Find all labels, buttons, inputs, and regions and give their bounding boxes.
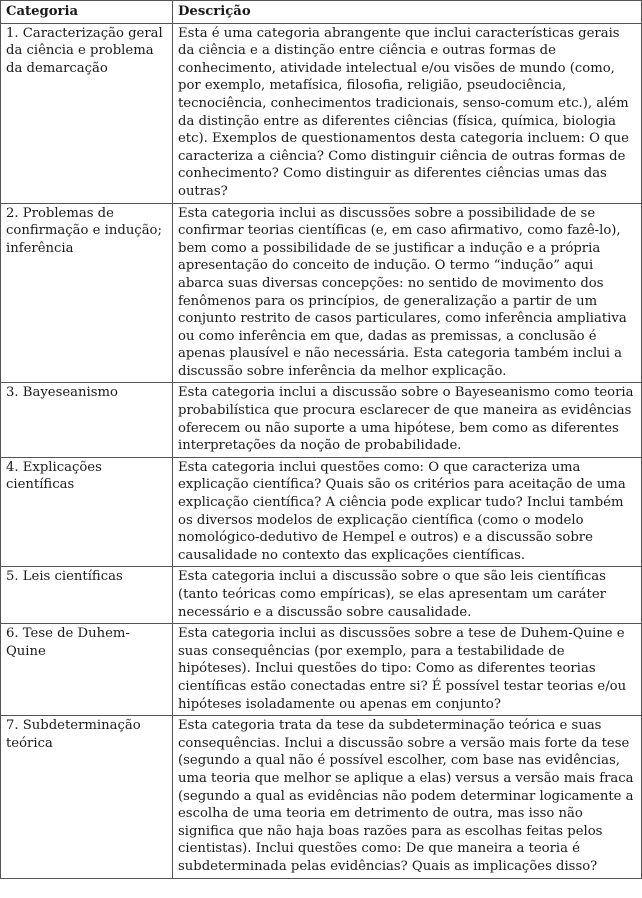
table-row: [1, 383, 642, 457]
table-row: [1, 716, 642, 878]
description-cell: Esta categoria trata da tese da subdeterminação teórica e suas consequências. Inclui a discussão sobre a versão mais forte da tese (segundo a qual não é possível escolher, com base nas evidências, uma teoria que melhor se aplique a elas) versus a versão mais fraca (segundo a qual as evidências não podem determinar logicamente a escolha de uma teoria em detrimento de outra, mas isso não significa que não haja boas razões para as escolhas feitas pelos cientistas). Inclui questões como: De que maneira a teoria é subdeterminada pelas evidências? Quais as implicações disso?: [173, 716, 642, 878]
category-cell: 3. Bayeseanismo: [1, 383, 173, 457]
table-header-row: [1, 1, 642, 24]
description-cell: Esta categoria inclui questões como: O que caracteriza uma explicação científica? Quais são os critérios para aceitação de uma explicação científica? A ciência pode explicar tudo? Inclui também os diversos modelos de explicação científica (como o modelo nomológico-dedutivo de Hempel e outros) e a discussão sobre causalidade no contexto das explicações científicas.: [173, 457, 642, 567]
table-row: [1, 23, 642, 203]
category-cell: 1. Caracterização geral da ciência e problema da demarcação: [1, 23, 173, 203]
description-cell: Esta é uma categoria abrangente que inclui características gerais da ciência e a distinção entre ciência e outras formas de conhecimento, atividade intelectual e/ou visões de mundo (como, por exemplo, metafísica, filosofia, religião, pseudociência, tecnociência, conhecimentos tradicionais, senso-comum etc.), além da distinção entre as diferentes ciências (física, química, biologia etc). Exemplos de questionamentos desta categoria incluem: O que caracteriza a ciência? Como distinguir ciência de outras formas de conhecimento? Como distinguir as diferentes ciências umas das outras?: [173, 23, 642, 203]
description-cell: Esta categoria inclui as discussões sobre a possibilidade de se confirmar teorias científicas (e, em caso afirmativo, como fazê-lo), bem como a possibilidade de se justificar a indução e a própria apresentação do conceito de indução. O termo “indução” aqui abarca suas diversas concepções: no sentido de movimento dos fenômenos para os princípios, de generalização a partir de um conjunto restrito de casos particulares, como inferência ampliativa ou como inferência em que, dadas as premissas, a conclusão é apenas plausível e não necessária. Esta categoria também inclui a discussão sobre inferência da melhor explicação.: [173, 203, 642, 383]
description-cell: Esta categoria inclui a discussão sobre o Bayeseanismo como teoria probabilística que procura esclarecer de que maneira as evidências oferecem ou não suporte a uma hipótese, bem como as diferentes interpretações da noção de probabilidade.: [173, 383, 642, 457]
table-row: [1, 457, 642, 567]
description-cell: Esta categoria inclui as discussões sobre a tese de Duhem-Quine e suas consequências (por exemplo, para a testabilidade de hipóteses). Inclui questões do tipo: Como as diferentes teorias científicas estão conectadas entre si? É possível testar teorias e/ou hipóteses isoladamente ou apenas em conjunto?: [173, 624, 642, 716]
header-categoria: Categoria: [1, 1, 173, 24]
category-cell: 5. Leis científicas: [1, 567, 173, 624]
table-row: [1, 203, 642, 383]
category-cell: 2. Problemas de confirmação e indução; inferência: [1, 203, 173, 383]
table-row: [1, 567, 642, 624]
category-cell: 6. Tese de Duhem-Quine: [1, 624, 173, 716]
header-descricao: Descrição: [173, 1, 642, 24]
category-cell: 7. Subdeterminação teórica: [1, 716, 173, 878]
category-cell: 4. Explicações científicas: [1, 457, 173, 567]
description-cell: Esta categoria inclui a discussão sobre o que são leis científicas (tanto teóricas como empíricas), se elas apresentam um caráter necessário e a discussão sobre causalidade.: [173, 567, 642, 624]
table-row: [1, 624, 642, 716]
